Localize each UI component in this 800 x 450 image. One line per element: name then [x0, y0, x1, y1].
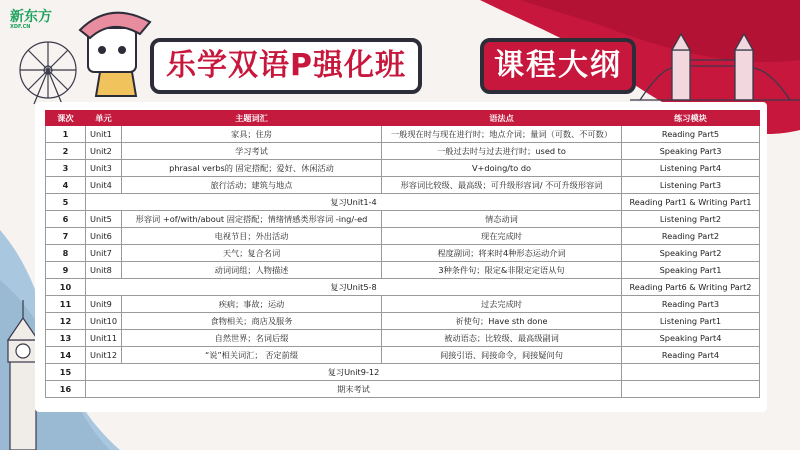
- unit-cell: Unit10: [86, 313, 122, 330]
- lesson-number-cell: 11: [46, 296, 86, 313]
- header-lesson: 课次: [46, 111, 86, 126]
- vocab-cell: 自然世界；名词后缀: [122, 330, 382, 347]
- review-cell: 期末考试: [86, 381, 622, 398]
- header-unit: 单元: [86, 111, 122, 126]
- lesson-number-cell: 7: [46, 228, 86, 245]
- syllabus-table: [45, 110, 760, 398]
- grammar-cell: 过去完成时: [382, 296, 622, 313]
- lesson-number-cell: 14: [46, 347, 86, 364]
- unit-cell: Unit8: [86, 262, 122, 279]
- logo-text: 新东方: [10, 9, 52, 25]
- header-practice: 练习模块: [622, 111, 760, 126]
- lesson-number-cell: 6: [46, 211, 86, 228]
- table-row: [46, 126, 760, 143]
- table-row: [46, 194, 760, 211]
- table-row: [46, 262, 760, 279]
- grammar-cell: 形容词比较级、最高级；可升级形容词/ 不可升级形容词: [382, 177, 622, 194]
- practice-cell: Listening Part2: [622, 211, 760, 228]
- vocab-cell: 动词词组；人物描述: [122, 262, 382, 279]
- practice-cell: Listening Part4: [622, 160, 760, 177]
- grammar-cell: 一般现在时与现在进行时；地点介词；量词（可数、不可数）: [382, 126, 622, 143]
- table-row: [46, 245, 760, 262]
- lesson-number-cell: 10: [46, 279, 86, 296]
- practice-cell: Speaking Part1: [622, 262, 760, 279]
- unit-cell: Unit12: [86, 347, 122, 364]
- title-banner: [150, 38, 650, 92]
- practice-cell: Reading Part2: [622, 228, 760, 245]
- practice-cell: Reading Part3: [622, 296, 760, 313]
- grammar-cell: 现在完成时: [382, 228, 622, 245]
- vocab-cell: 疾病；事故；运动: [122, 296, 382, 313]
- unit-cell: Unit9: [86, 296, 122, 313]
- vocab-cell: 形容词 +of/with/about 固定搭配；情绪情感类形容词 -ing/-ed: [122, 211, 382, 228]
- practice-cell: Speaking Part3: [622, 143, 760, 160]
- vocab-cell: 食物相关；商店及服务: [122, 313, 382, 330]
- lesson-number-cell: 5: [46, 194, 86, 211]
- lesson-number-cell: 1: [46, 126, 86, 143]
- lesson-number-cell: 3: [46, 160, 86, 177]
- vocab-cell: 家具；住房: [122, 126, 382, 143]
- table-header-row: [46, 111, 760, 126]
- table-row: [46, 330, 760, 347]
- lesson-number-cell: 16: [46, 381, 86, 398]
- vocab-cell: 学习考试: [122, 143, 382, 160]
- vocab-cell: 电视节目；外出活动: [122, 228, 382, 245]
- practice-cell: Reading Part1 & Writing Part1: [622, 194, 760, 211]
- table-row: [46, 313, 760, 330]
- lesson-number-cell: 13: [46, 330, 86, 347]
- grammar-cell: 祈使句；Have sth done: [382, 313, 622, 330]
- review-cell: 复习Unit9-12: [86, 364, 622, 381]
- vocab-cell: 天气；复合名词: [122, 245, 382, 262]
- grammar-cell: 间接引语、间接命令，间接疑问句: [382, 347, 622, 364]
- vocab-cell: 旅行活动；建筑与地点: [122, 177, 382, 194]
- lesson-number-cell: 8: [46, 245, 86, 262]
- grammar-cell: V+doing/to do: [382, 160, 622, 177]
- grammar-cell: 被动语态；比较级、最高级副词: [382, 330, 622, 347]
- logo-subtext: XDF.CN: [10, 24, 31, 30]
- practice-cell: Speaking Part2: [622, 245, 760, 262]
- lesson-number-cell: 15: [46, 364, 86, 381]
- review-cell: 复习Unit5-8: [86, 279, 622, 296]
- grammar-cell: 程度副词；将来时4种形态运动介词: [382, 245, 622, 262]
- unit-cell: Unit4: [86, 177, 122, 194]
- unit-cell: Unit6: [86, 228, 122, 245]
- unit-cell: Unit2: [86, 143, 122, 160]
- header-grammar: 语法点: [382, 111, 622, 126]
- table-body: [46, 126, 760, 398]
- vocab-cell: “说”相关词汇； 否定前缀: [122, 347, 382, 364]
- review-cell: 复习Unit1-4: [86, 194, 622, 211]
- practice-cell: [622, 381, 760, 398]
- table-row: [46, 347, 760, 364]
- lesson-number-cell: 12: [46, 313, 86, 330]
- table-row: [46, 296, 760, 313]
- unit-cell: Unit11: [86, 330, 122, 347]
- table-row: [46, 160, 760, 177]
- unit-cell: Unit7: [86, 245, 122, 262]
- table-row: [46, 364, 760, 381]
- practice-cell: [622, 364, 760, 381]
- grammar-cell: 情态动词: [382, 211, 622, 228]
- header-vocab: 主题词汇: [122, 111, 382, 126]
- table-row: [46, 279, 760, 296]
- unit-cell: Unit5: [86, 211, 122, 228]
- practice-cell: Reading Part4: [622, 347, 760, 364]
- table-row: [46, 381, 760, 398]
- grammar-cell: 3种条件句；限定&非限定定语从句: [382, 262, 622, 279]
- table-row: [46, 211, 760, 228]
- page-title: 乐学双语P强化班: [150, 38, 422, 94]
- practice-cell: Listening Part3: [622, 177, 760, 194]
- table-row: [46, 177, 760, 194]
- table-row: [46, 228, 760, 245]
- practice-cell: Speaking Part4: [622, 330, 760, 347]
- practice-cell: Listening Part1: [622, 313, 760, 330]
- table-row: [46, 143, 760, 160]
- lesson-number-cell: 4: [46, 177, 86, 194]
- brand-logo: [10, 6, 52, 30]
- page-subtitle: 课程大纲: [480, 38, 636, 94]
- unit-cell: Unit3: [86, 160, 122, 177]
- practice-cell: Reading Part5: [622, 126, 760, 143]
- lesson-number-cell: 9: [46, 262, 86, 279]
- unit-cell: Unit1: [86, 126, 122, 143]
- lesson-number-cell: 2: [46, 143, 86, 160]
- syllabus-card: [35, 102, 767, 412]
- vocab-cell: phrasal verbs的 固定搭配；爱好、休闲活动: [122, 160, 382, 177]
- practice-cell: Reading Part6 & Writing Part2: [622, 279, 760, 296]
- grammar-cell: 一般过去时与过去进行时；used to: [382, 143, 622, 160]
